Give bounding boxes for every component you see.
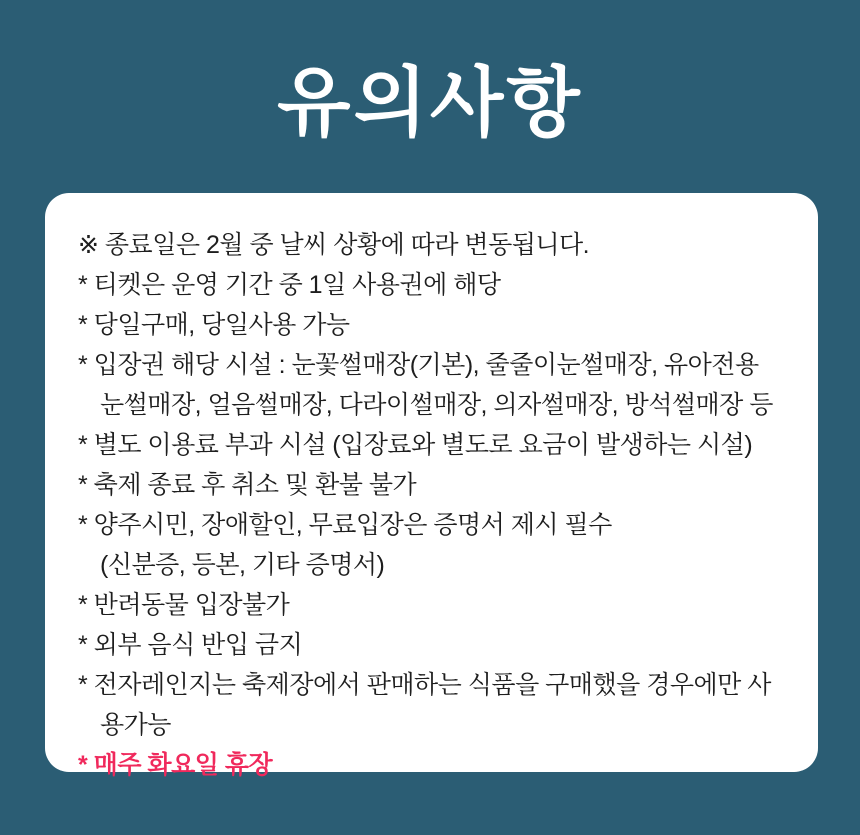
notice-item-no-refund: * 축제 종료 후 취소 및 환불 불가 <box>78 471 417 499</box>
notice-item-no-outside-food: * 외부 음식 반입 금지 <box>78 631 303 659</box>
notice-item-no-pets: * 반려동물 입장불가 <box>78 591 290 619</box>
notice-item-microwave: * 전자레인지는 축제장에서 판매하는 식품을 구매했을 경우에만 사용가능 <box>78 671 771 739</box>
page-title: 유의사항 <box>277 61 583 146</box>
notice-list <box>78 225 788 785</box>
notice-item-closed-tuesday: * 매주 화요일 휴장 <box>78 751 273 779</box>
notice-item-extra-fee: * 별도 이용료 부과 시설 (입장료와 별도로 요금이 발생하는 시설) <box>78 431 753 459</box>
notice-item-same-day: * 당일구매, 당일사용 가능 <box>78 311 350 339</box>
notice-item-ticket-usage: * 티켓은 운영 기간 중 1일 사용권에 해당 <box>78 271 501 299</box>
notice-item-id-required: * 양주시민, 장애할인, 무료입장은 증명서 제시 필수 (신분증, 등본, 기타 증명서) <box>78 511 612 579</box>
notice-item-end-date: ※ 종료일은 2월 중 날씨 상황에 따라 변동됩니다. <box>78 231 590 259</box>
notice-item-included-sites: * 입장권 해당 시설 : 눈꽃썰매장(기본), 줄줄이눈썰매장, 유아전용 눈썰매장, 얼음썰매장, 다라이썰매장, 의자썰매장, 방석썰매장 등 <box>78 351 773 419</box>
notice-card <box>45 193 818 779</box>
